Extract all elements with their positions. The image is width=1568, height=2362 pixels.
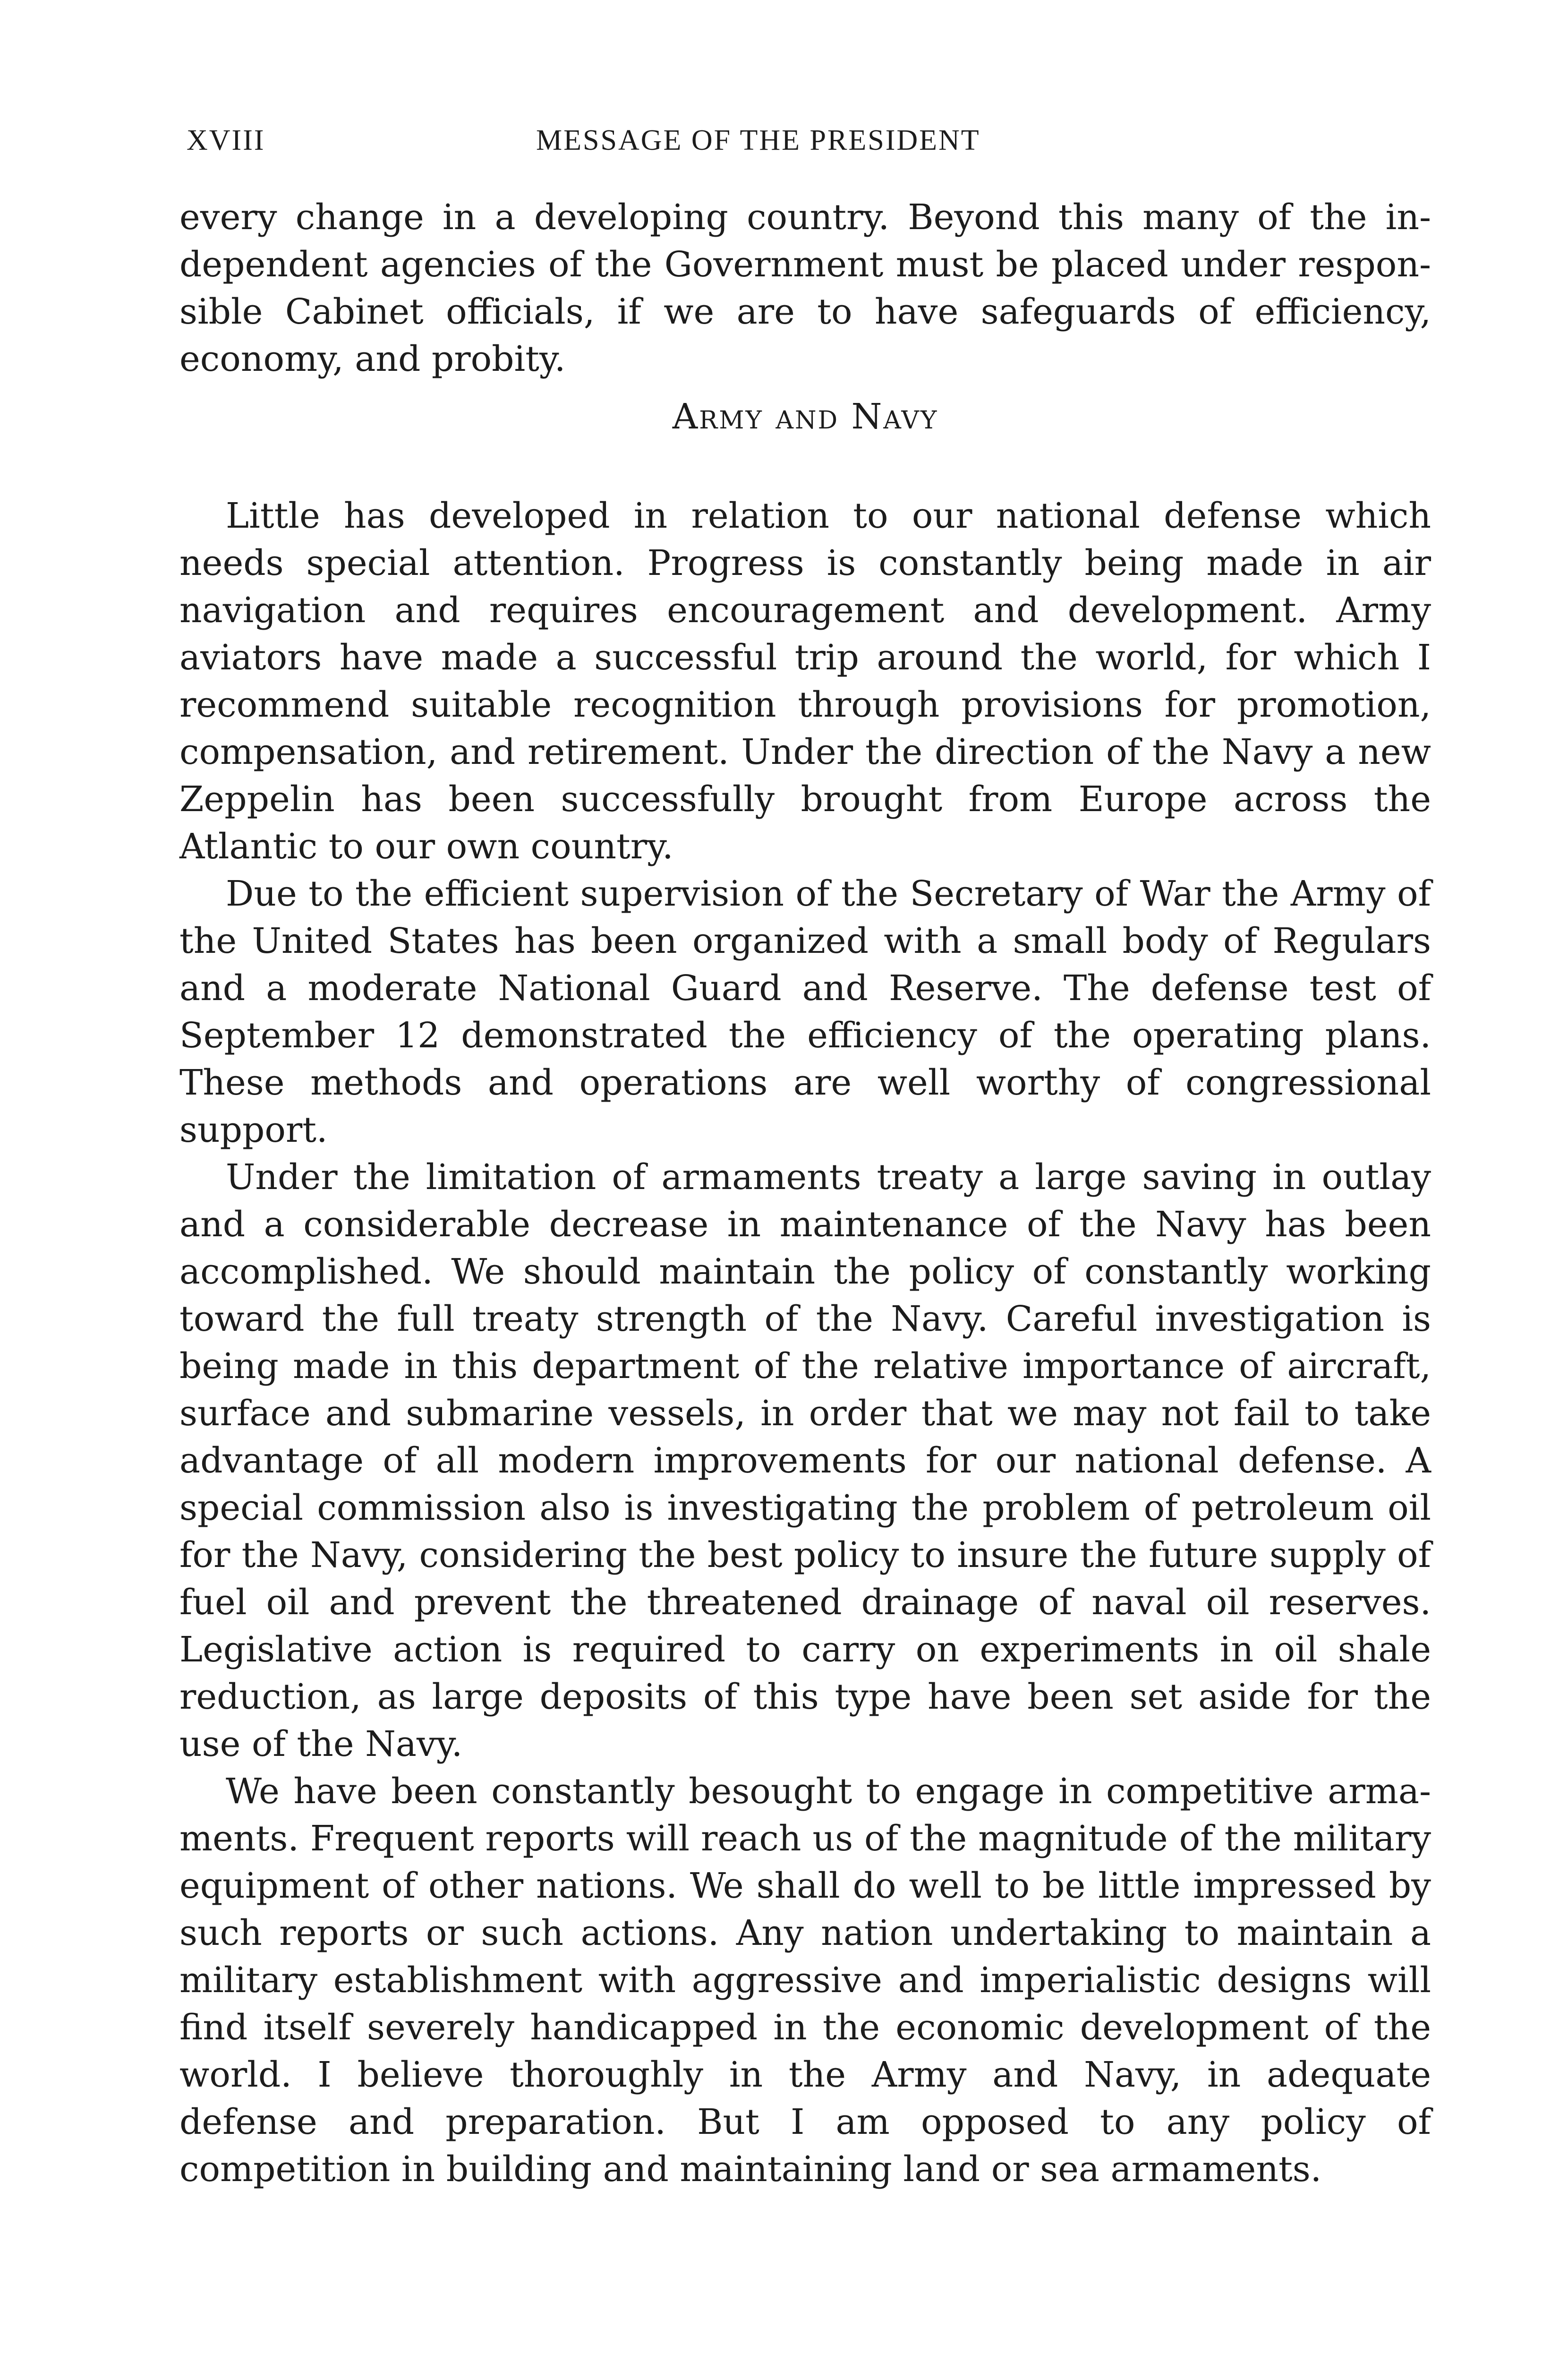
paragraph-competitive-armaments: We have been constantly besought to engage in competitive armaments. Frequent reports will reach us of the magnitude of the military equipment of other nations. We shall do well to be little impressed by such reports or such actions. Any nation undertaking to maintain a military establishment with aggressive and imperialistic designs will find itself severely handicapped in the economic development of the world. I believe thoroughly in the Army and Navy, in adequate defense and preparation. But I am opposed to any policy of competition in building and maintaining land or sea armaments. <box>179 1771 1431 2190</box>
paragraph-navy-treaty: Under the limitation of armaments treaty a large saving in outlay and a considerable decrease in maintenance of the Navy has been accomplished. We should maintain the policy of constantly working toward the full treaty strength of the Navy. Careful investigation is being made in this department of the relative importance of aircraft, surface and submarine vessels, in order that we may not fail to take advantage of all modern improvements for our national defense. A special commission also is investigating the problem of petroleum oil for the Navy, considering the best policy to insure the future supply of fuel oil and prevent the threatened drainage of naval oil reserves. Legislative action is required to carry on experiments in oil shale reduction, as large deposits of this type have been set aside for the use of the Navy. <box>179 1157 1431 1764</box>
running-head <box>187 124 1424 162</box>
section-heading: Army and Navy <box>672 396 938 437</box>
body-text <box>179 194 1431 2193</box>
paragraph-army-organization: Due to the efficient supervision of the Secretary of War the Army of the United States has been organized with a small body of Regulars and a moderate National Guard and Reserve. The defense test of September 12 demonstrated the efficiency of the operating plans. These methods and operations are well worthy of congressional support. <box>179 873 1431 1150</box>
paragraph-air-navigation: Little has developed in relation to our national defense which needs special attention. Progress is constantly being made in air navigation and requires encouragement and development. Army aviators have made a successful trip around the world, for which I recommend suitable recognition through provisions for promotion, compensation, and retirement. Under the direction of the Navy a new Zeppelin has been successfully brought from Europe across the Atlantic to our own country. <box>179 496 1431 867</box>
running-title: MESSAGE OF THE PRESIDENT <box>536 124 980 156</box>
page-number: XVIII <box>187 124 265 156</box>
paragraph-continuation: every change in a developing country. Beyond this many of the independent agencies of the Government must be placed under responsible Cabinet officials, if we are to have safeguards of efficiency, economy, and probity. <box>179 197 1431 379</box>
